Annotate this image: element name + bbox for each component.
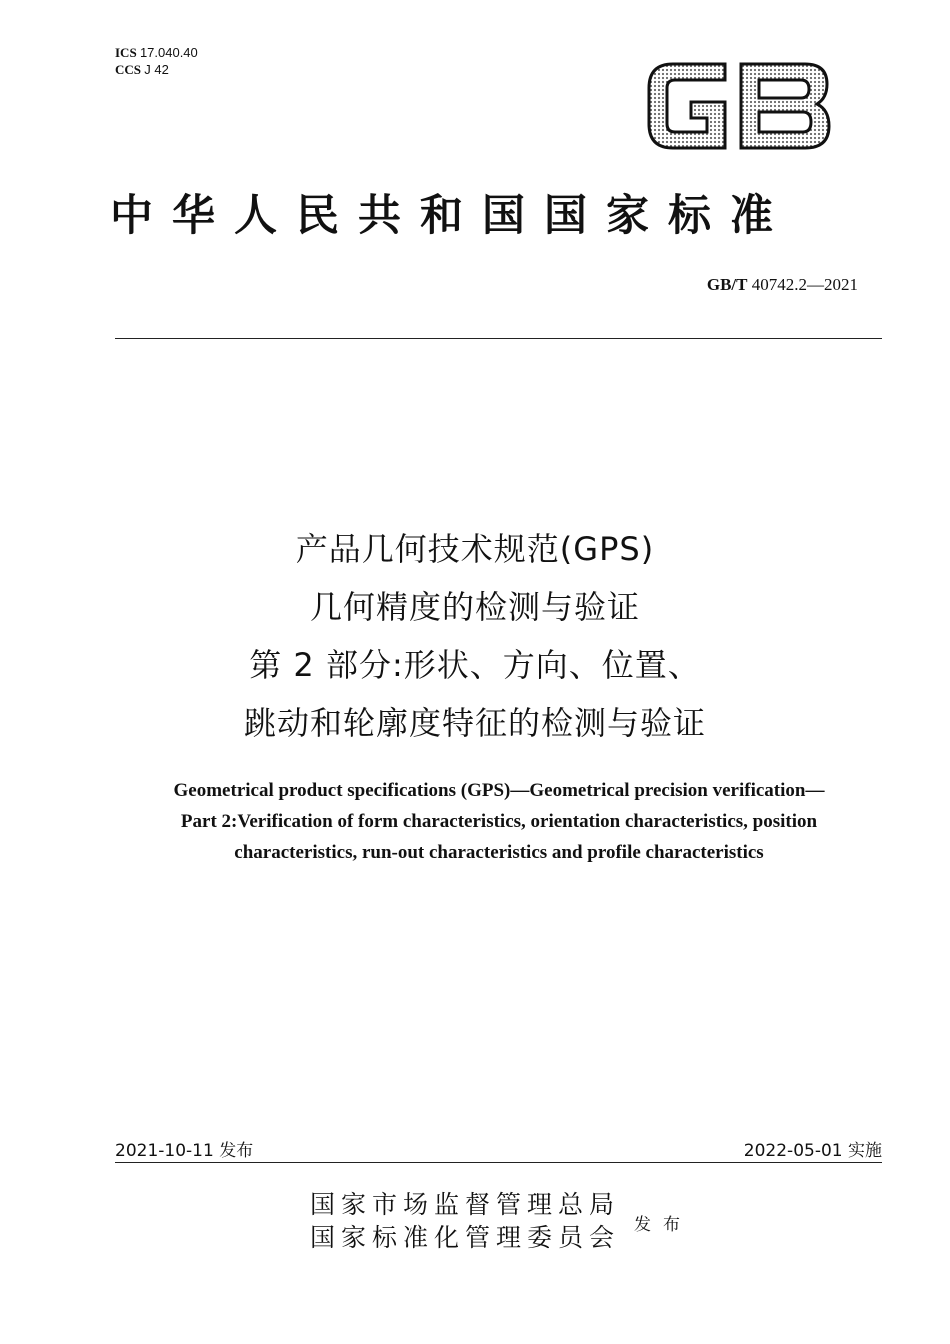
chinese-title-line-4: 跳动和轮廓度特征的检测与验证 (243, 704, 706, 742)
chinese-title-line-2: 几何精度的检测与验证 (309, 588, 640, 626)
ics-code (115, 44, 198, 61)
english-title (60, 775, 938, 868)
ics-label: ICS (115, 45, 137, 60)
standard-number-value: 40742.2—2021 (751, 275, 858, 294)
chinese-title-line-1: 产品几何技术规范(GPS) (295, 530, 655, 568)
national-standard-title: 中华人民共和国国家标准 (110, 191, 792, 241)
standard-number-prefix: GB/T (706, 275, 748, 294)
standard-number (707, 275, 858, 295)
issuer-sac: 国家标准化管理委员会 (310, 1223, 621, 1252)
english-title-line-2: Part 2:Verification of form characteristics, orientation characteristics, position (180, 811, 818, 832)
ccs-code (115, 61, 198, 78)
bottom-divider (115, 1162, 882, 1163)
classification-codes (115, 44, 198, 78)
publish-label: 发布 (634, 1215, 692, 1235)
ics-value: 17.040.40 (139, 45, 198, 60)
issue-date: 2021-10-11 发布 (115, 1141, 254, 1161)
gb-logo (645, 60, 833, 152)
top-divider (115, 338, 882, 339)
chinese-title (0, 520, 950, 752)
issuing-authorities (310, 1188, 620, 1254)
implementation-date: 2022-05-01 实施 (743, 1141, 882, 1161)
chinese-title-line-3: 第 2 部分:形状、方向、位置、 (249, 646, 701, 684)
issuer-samr: 国家市场监督管理总局 (310, 1190, 621, 1219)
english-title-line-3: characteristics, run-out characteristics and profile characteristics (234, 842, 764, 863)
ccs-label: CCS (115, 62, 142, 77)
ccs-value: J 42 (144, 62, 169, 77)
english-title-line-1: Geometrical product specifications (GPS)—Geometrical precision verification— (173, 780, 825, 801)
